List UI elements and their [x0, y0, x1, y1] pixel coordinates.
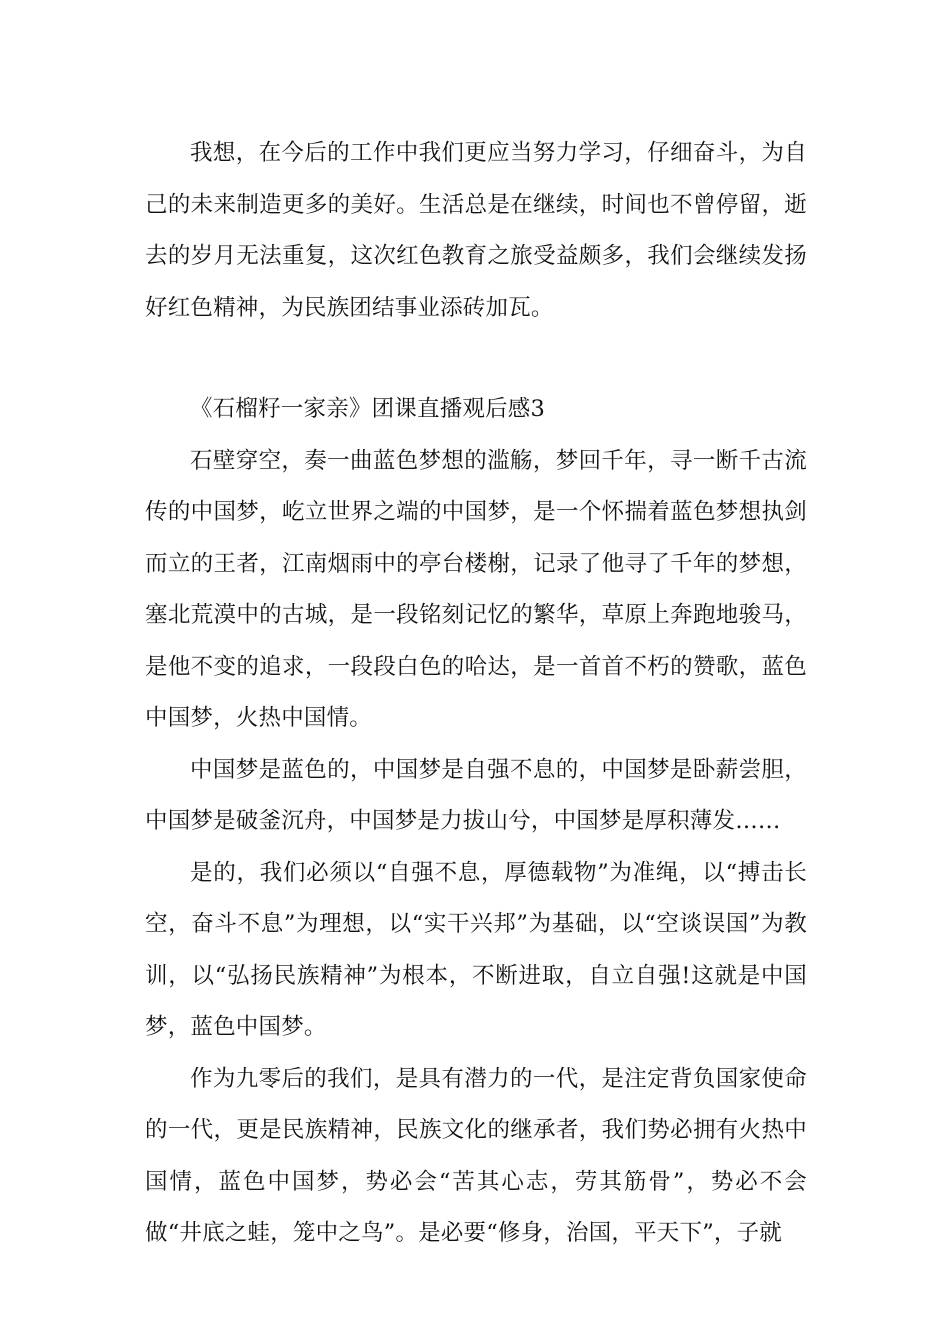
section-heading: 《石榴籽一家亲》团课直播观后感3 — [190, 396, 546, 422]
paragraph-4: 是的，我们必须以“自强不息，厚德载物”为准绳，以“搏击长空，奋斗不息”为理想，以“实干兴邦”为基础，以“空谈误国”为教训，以“弘扬民族精神”为根本，不断进取，自立自强!这就是中国梦，蓝色中国梦。 — [145, 859, 807, 1040]
section-gap — [145, 334, 807, 384]
paragraph-5: 作为九零后的我们，是具有潜力的一代，是注定背负国家使命的一代，更是民族精神，民族文化的继承者，我们势必拥有火热中国情，蓝色中国梦，势必会“苦其心志，劳其筋骨”，势必不会做“井底之蛙，笼中之鸟”。是必要“修身，治国，平天下”，子就 — [145, 1065, 807, 1246]
paragraph-3: 中国梦是蓝色的，中国梦是自强不息的，中国梦是卧薪尝胆，中国梦是破釜沉舟，中国梦是力拔山兮，中国梦是厚积薄发…… — [145, 756, 807, 834]
paragraph-1: 我想，在今后的工作中我们更应当努力学习，仔细奋斗，为自己的未来制造更多的美好。生活总是在继续，时间也不曾停留，逝去的岁月无法重复，这次红色教育之旅受益颇多，我们会继续发扬好红色精神，为民族团结事业添砖加瓦。 — [145, 140, 807, 321]
paragraph-2: 石壁穿空，奏一曲蓝色梦想的滥觞，梦回千年，寻一断千古流传的中国梦，屹立世界之端的中国梦，是一个怀揣着蓝色梦想执剑而立的王者，江南烟雨中的亭台楼榭，记录了他寻了千年的梦想，塞北荒漠中的古城，是一段铭刻记忆的繁华，草原上奔跑地骏马，是他不变的追求，一段段白色的哈达，是一首首不朽的赞歌，蓝色中国梦，火热中国情。 — [145, 447, 807, 731]
document-body — [145, 128, 807, 1260]
